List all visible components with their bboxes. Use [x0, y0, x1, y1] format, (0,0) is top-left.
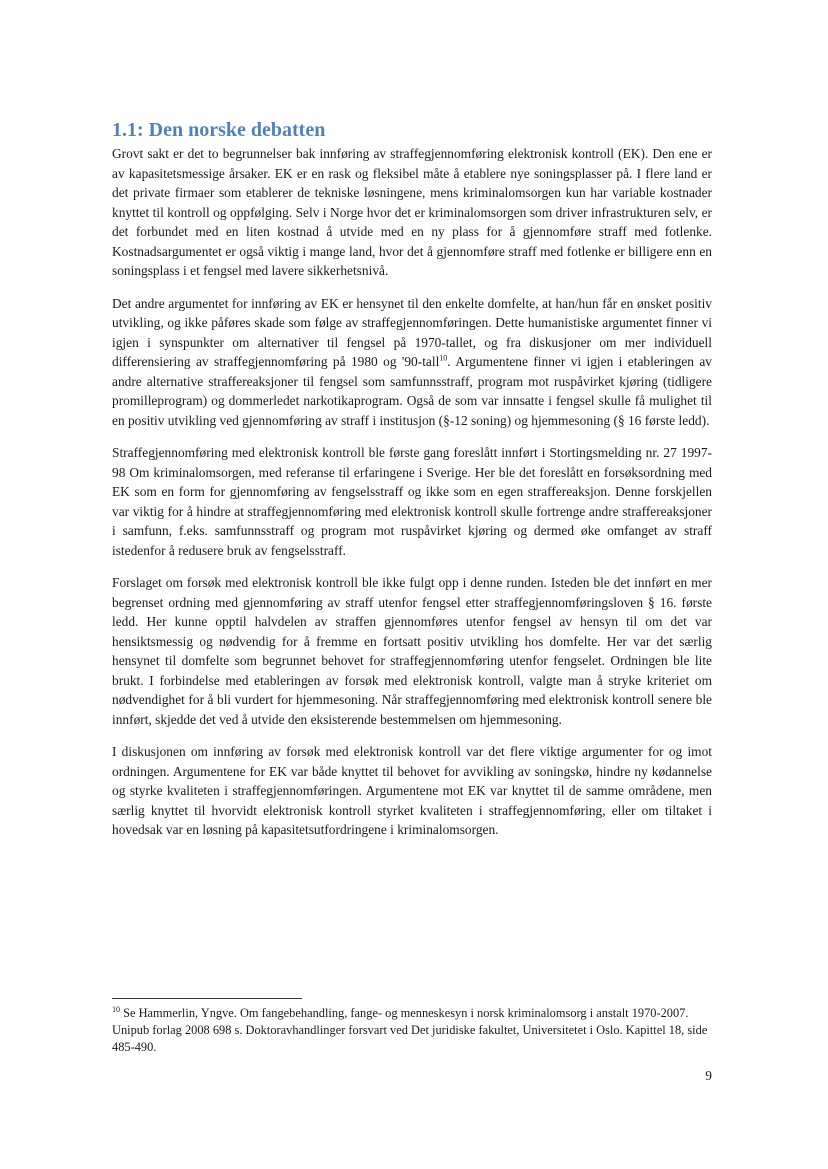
- paragraph-2-text-before: Det andre argumentet for innføring av EK er hensynet til den enkelte domfelte, at han/hun får en ønsket positiv utvikling, og ikke påføres skade som følge av straffegjennomføringen. Dette humanistiske argumentet finner vi igjen i synspunkter om alternativer til fengsel på 1970-tallet, og fra diskusjoner om mer individuell differensiering av straffegjennomføring på 1980 og '90-tall: [112, 295, 712, 369]
- paragraph-5: I diskusjonen om innføring av forsøk med elektronisk kontroll var det flere viktige argumenter for og imot ordningen. Argumentene for EK var både knyttet til behovet for avvikling av soningskø, hindre ny kødannelse og styrke kvaliteten i straffegjennomføringen. Argumentene mot EK var knyttet til de samme områdene, men særlig knyttet til hvorvidt elektronisk kontroll styrket kvaliteten i straffegjennomføring, eller om tiltaket i hovedsak var en løsning på kapasitetsutfordringene i kriminalomsorgen.: [112, 744, 712, 837]
- footnote-separator: [112, 998, 302, 999]
- footnote-reference[interactable]: 10: [439, 353, 448, 363]
- footnote-number: 10: [112, 1004, 120, 1014]
- paragraph-1: Grovt sakt er det to begrunnelser bak innføring av straffegjennomføring elektronisk kontroll (EK). Den ene er av kapasitetsmessige årsaker. EK er en rask og fleksibel måte å etablere nye soningsplasser på. I flere land er det private firmaer som etablerer de tekniske løsningene, mens kriminalomsorgen kun har variable kostnader knyttet til kontroll og oppfølging. Selv i Norge hvor det er kriminalomsorgen som driver infrastrukturen selv, er det forbundet med en liten kostnad å utvide med en ny plass for å gjennomføre straff med fotlenke. Kostnadsargumentet er også viktig i mange land, hvor det å gjennomføre straff med fotlenke er billigere enn en soningsplass i et fengsel med lavere sikkerhetsnivå.: [112, 146, 712, 278]
- footnote-text: Se Hammerlin, Yngve. Om fangebehandling, fange- og menneskesyn i norsk kriminalomsorg i anstalt 1970-2007. Unipub forlag 2008 698 s. Doktoravhandlinger forsvart ved Det juridiske fakultet, Universitetet i Oslo. Kapittel 18, side 485-490.: [112, 1006, 708, 1054]
- paragraph-2: [112, 294, 712, 431]
- paragraph-3: Straffegjennomføring med elektronisk kontroll ble første gang foreslått innført i Stortingsmelding nr. 27 1997-98 Om kriminalomsorgen, med referanse til erfaringene i Sverige. Her ble det foreslått en forsøksordning med EK som en form for gjennomføring av fengselsstraff og ikke som en egen straffereaksjon. Denne forskjellen var viktig for å hindre at straffegjennomføring med elektronisk kontroll skulle fortrenge andre straffereaksjoner i samfunn, f.eks. samfunnsstraff og program mot ruspåvirket kjøring og dermed øke omfanget av straff istedenfor å redusere bruk av fengselsstraff.: [112, 445, 712, 558]
- footnote: [112, 1005, 712, 1056]
- section-heading: 1.1: Den norske debatten: [112, 119, 326, 141]
- page-number: 9: [705, 1068, 712, 1083]
- page-body: [112, 118, 712, 853]
- paragraph-4: Forslaget om forsøk med elektronisk kontroll ble ikke fulgt opp i denne runden. Isteden ble det innført en mer begrenset ordning med gjennomføring av straff utenfor fengsel etter straffegjennomføringsloven § 16. første ledd. Her kunne opptil halvdelen av straffen gjennomføres utenfor fengsel av hensyn til om det var hensiktsmessig og nødvendig for å fremme en fortsatt positiv utvikling hos domfelte. Her var det særlig hensynet til domfelte som begrunnet behovet for straffegjennomføring utenfor fengselet. Ordningen ble lite brukt. I forbindelse med etableringen av forsøk med elektronisk kontroll, valgte man å stryke kriteriet om nødvendighet for å bli vurdert for hjemmesoning. Når straffegjennomføring med elektronisk kontroll senere ble innført, skjedde det ved å utvide den eksisterende bestemmelsen om hjemmesoning.: [112, 575, 712, 727]
- paragraph-2-text-after: . Argumentene finner vi igjen i etableringen av andre alternative straffereaksjoner til fengsel som samfunnsstraff, program mot ruspåvirket kjøring (tidligere promilleprogram) og dommerledet narkotikaprogram. Også de som var innsatte i fengsel skulle få mulighet til en positiv utvikling ved gjennomføring av straff i institusjon (§-12 soning) og hjemmesoning (§ 16 første ledd).: [112, 354, 712, 428]
